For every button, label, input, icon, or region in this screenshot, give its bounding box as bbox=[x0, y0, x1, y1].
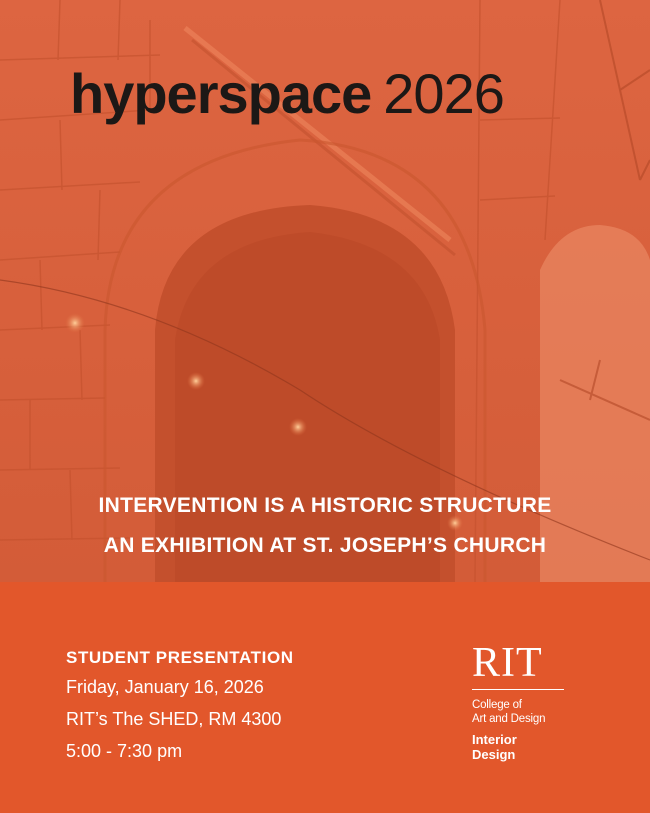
exhibition-headline bbox=[0, 486, 650, 566]
department-line-2: Design bbox=[472, 747, 516, 762]
title-year: 2026 bbox=[383, 62, 504, 125]
headline-line-2: AN EXHIBITION AT ST. JOSEPH’S CHURCH bbox=[103, 534, 547, 557]
headline-line-1: INTERVENTION IS A HISTORIC STRUCTURE bbox=[98, 494, 552, 517]
event-time: 5:00 - 7:30 pm bbox=[66, 741, 183, 761]
event-details bbox=[66, 646, 294, 766]
title-word: hyperspace bbox=[70, 62, 372, 125]
logo-divider bbox=[472, 689, 564, 690]
event-location: RIT’s The SHED, RM 4300 bbox=[66, 709, 282, 729]
college-line-2: Art and Design bbox=[472, 713, 546, 725]
poster-title bbox=[70, 62, 504, 126]
department-line-1: Interior bbox=[472, 732, 517, 747]
rit-logo: RIT bbox=[472, 640, 543, 686]
rit-logo-block bbox=[472, 642, 564, 762]
college-line-1: College of bbox=[472, 699, 522, 711]
event-details-band bbox=[0, 582, 650, 813]
event-label: STUDENT PRESENTATION bbox=[66, 648, 294, 667]
event-date: Friday, January 16, 2026 bbox=[66, 677, 264, 697]
